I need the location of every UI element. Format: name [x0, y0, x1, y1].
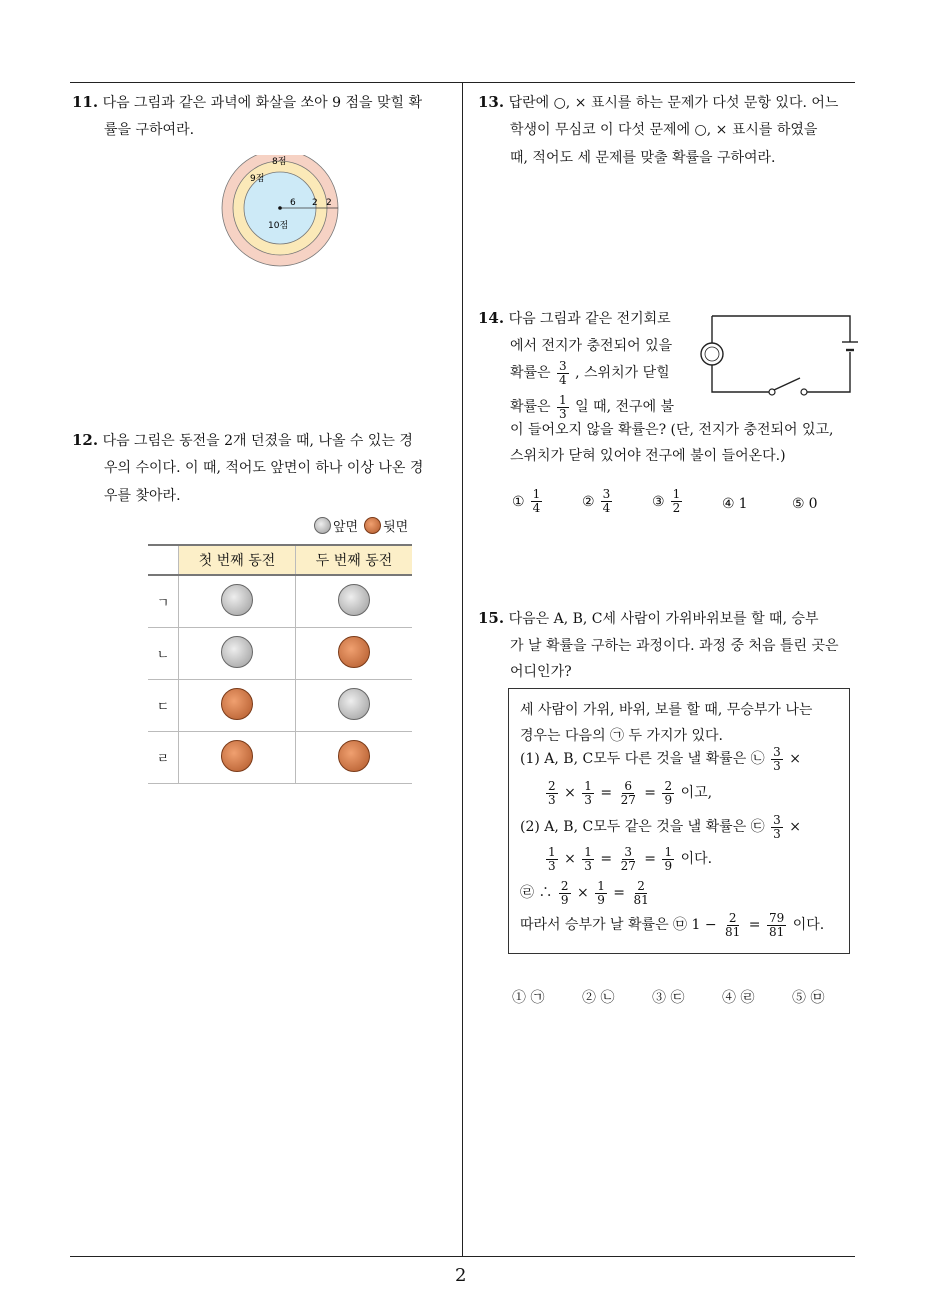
- fraction: [631, 880, 650, 907]
- numerator: 3: [773, 812, 781, 827]
- heads-coin-icon: [338, 688, 370, 720]
- numerator: 2: [637, 878, 645, 893]
- question-number: 14.: [478, 309, 505, 327]
- fraction: [619, 846, 638, 873]
- circuit-diagram: [700, 312, 862, 398]
- question-11-line2: 률을 구하여라.: [104, 122, 195, 138]
- box-line-1: 세 사람이 가위, 바위, 보를 할 때, 무승부가 나는: [520, 702, 813, 718]
- q14-choice-3[interactable]: [652, 488, 684, 515]
- denominator: 9: [664, 792, 673, 807]
- q15-choice-3[interactable]: ③ ㉢: [652, 990, 685, 1006]
- coin-cell-second: [296, 628, 412, 680]
- box-step-1-cont: $\frac{2}{3}$ × $\frac{1}{3}$ = $\frac{6}{27}$ = $\frac{2}{9}$ 이고,: [548, 778, 713, 807]
- box-step-2-cont: $\frac{1}{3}$ × $\frac{1}{3}$ = $\frac{3}{27}$ = $\frac{1}{9}$ 이다.: [548, 844, 713, 873]
- denominator: 81: [768, 924, 785, 939]
- label-9-points: 9점: [250, 174, 265, 184]
- question-text: 다음 그림과 같은 전기회로: [508, 311, 671, 327]
- question-number: 12.: [72, 431, 99, 449]
- numerator: 3: [624, 844, 633, 859]
- denominator: 27: [620, 858, 636, 873]
- question-text: 답란에 ○, × 표시를 하는 문제가 다섯 문항 있다. 어느: [508, 95, 839, 111]
- choice-text: 1: [738, 496, 748, 512]
- heads-coin-icon: [221, 636, 253, 668]
- q14-choice-5[interactable]: [792, 496, 817, 512]
- bottom-rule: [70, 1256, 855, 1257]
- row-label: ㄷ: [148, 680, 179, 732]
- choice-mark: ②: [582, 493, 595, 510]
- box-step-3: ㉣ ∴ $\frac{2}{9}$ × $\frac{1}{9}$ = $\frac{2}{81}$: [520, 878, 649, 907]
- row-label: ㄹ: [148, 732, 179, 784]
- fraction-charge: [557, 360, 569, 387]
- fraction-switch: [557, 394, 569, 421]
- switch-lever: [774, 378, 800, 390]
- choice-mark: ④: [722, 496, 735, 512]
- tails-coin-icon: [364, 517, 381, 534]
- legend-heads-label: 앞면: [333, 520, 359, 535]
- question-text: 다음은 A, B, C세 사람이 가위바위보를 할 때, 승부: [508, 611, 819, 627]
- text: 일 때, 전구에 불: [575, 399, 675, 415]
- table-row: [148, 575, 412, 628]
- choice-text: 0: [808, 496, 818, 512]
- q15-choice-2[interactable]: ② ㉡: [582, 990, 615, 1006]
- label-radius-2a: 2: [312, 198, 318, 208]
- row-label: ㄱ: [148, 575, 179, 628]
- numerator: 1: [548, 844, 556, 859]
- choice-mark: ①: [512, 493, 525, 510]
- coin-legend: [314, 516, 408, 535]
- fraction: [582, 780, 594, 807]
- numerator: 2: [548, 778, 556, 793]
- question-13-line2: 학생이 무심코 이 다섯 문제에 ○, × 표시를 하였을: [510, 122, 818, 138]
- box-last-line: 따라서 승부가 날 확률은 ㉤ 1 − $\frac{2}{81}$ = $\frac{79}{81}$ 이다.: [520, 910, 825, 939]
- label-radius-6: 6: [290, 198, 296, 208]
- denominator: 9: [664, 858, 673, 873]
- numerator: 1: [532, 487, 541, 501]
- fraction: [662, 780, 674, 807]
- text: ㉣ ∴: [520, 885, 553, 901]
- center-dot: [278, 206, 282, 210]
- denominator: 9: [597, 892, 605, 907]
- fraction: [619, 780, 638, 807]
- target-diagram: [220, 155, 340, 275]
- numerator: 79: [768, 910, 785, 925]
- heads-coin-icon: [221, 584, 253, 616]
- question-15-line3: 어디인가?: [510, 664, 572, 680]
- question-number: 13.: [478, 93, 505, 111]
- tails-coin-icon: [338, 740, 370, 772]
- numerator: 1: [584, 778, 592, 793]
- header-first-coin: 첫 번째 동전: [179, 545, 296, 575]
- heads-coin-icon: [314, 517, 331, 534]
- coin-outcome-table: [148, 544, 412, 784]
- question-text: 다음 그림과 같은 과녁에 화살을 쏘아 9 점을 맞힐 확: [102, 95, 423, 111]
- denominator: 4: [559, 372, 567, 387]
- question-number: 15.: [478, 609, 505, 627]
- denominator: 4: [602, 501, 611, 515]
- coin-cell-first: [179, 732, 296, 784]
- denominator: 4: [532, 501, 541, 515]
- numerator: 1: [584, 844, 592, 859]
- row-label: ㄴ: [148, 628, 179, 680]
- numerator: 2: [560, 878, 569, 893]
- fraction: [582, 846, 594, 873]
- coin-cell-second: [296, 680, 412, 732]
- coin-cell-second: [296, 575, 412, 628]
- numerator: 6: [624, 778, 633, 793]
- fraction: [546, 780, 558, 807]
- numerator: 1: [664, 844, 673, 859]
- question-15: [478, 608, 819, 629]
- heads-coin-icon: [338, 584, 370, 616]
- text: 이다.: [680, 851, 713, 867]
- numerator: 3: [773, 744, 781, 759]
- fraction: [723, 912, 742, 939]
- table-row: [148, 732, 412, 784]
- numerator: 3: [602, 487, 611, 501]
- table-row: [148, 628, 412, 680]
- numerator: 1: [559, 392, 567, 407]
- question-14-line2: 에서 전지가 충전되어 있을: [510, 338, 673, 354]
- question-text: 다음 그림은 동전을 2개 던졌을 때, 나올 수 있는 경: [102, 433, 413, 449]
- fraction: [546, 846, 558, 873]
- label-8-points: 8점: [272, 157, 287, 167]
- tails-coin-icon: [221, 740, 253, 772]
- text: 확률은: [510, 399, 551, 415]
- denominator: 3: [584, 792, 592, 807]
- coin-cell-second: [296, 732, 412, 784]
- text: 이다.: [792, 917, 825, 933]
- text: 따라서 승부가 날 확률은 ㉤ 1 −: [520, 917, 717, 933]
- fraction: [771, 746, 783, 773]
- choice-fraction: [601, 488, 613, 515]
- text: 확률은: [510, 365, 551, 381]
- bulb-icon: [701, 343, 723, 365]
- denominator: 3: [773, 826, 781, 841]
- fraction: [767, 912, 786, 939]
- denominator: 2: [672, 501, 681, 515]
- text: (1) A, B, C모두 다른 것을 낼 확률은 ㉡: [520, 751, 765, 767]
- denominator: 27: [620, 792, 636, 807]
- choice-mark: ③: [652, 493, 665, 510]
- box-step-1: (1) A, B, C모두 다른 것을 낼 확률은 ㉡ $\frac{3}{3}$ ×: [520, 744, 801, 773]
- question-14-line6: 스위치가 닫혀 있어야 전구에 불이 들어온다.): [510, 448, 786, 464]
- choice-fraction: [671, 488, 683, 515]
- question-13: [478, 92, 838, 113]
- denominator: 3: [548, 792, 556, 807]
- question-12-line2: 우의 수이다. 이 때, 적어도 앞면이 하나 이상 나온 경: [104, 460, 424, 476]
- choice-fraction: [531, 488, 543, 515]
- numerator: 2: [728, 910, 737, 925]
- choice-mark: ⑤: [792, 496, 805, 512]
- denominator: 81: [633, 892, 649, 907]
- question-14-line4: [510, 390, 674, 424]
- question-12: [72, 430, 413, 451]
- q14-choice-1[interactable]: [512, 488, 544, 515]
- question-number: 11.: [72, 93, 99, 111]
- legend-tails-label: 뒷면: [383, 520, 409, 535]
- question-14-line5: 이 들어오지 않을 확률은? (단, 전지가 충전되어 있고,: [510, 422, 834, 438]
- denominator: 3: [773, 758, 781, 773]
- q15-choice-4[interactable]: ④ ㉣: [722, 990, 755, 1006]
- column-divider: [462, 82, 463, 1256]
- denominator: 3: [548, 858, 556, 873]
- box-line-2: 경우는 다음의 ㉠ 두 가지가 있다.: [520, 728, 723, 744]
- fraction: [595, 880, 607, 907]
- denominator: 3: [559, 406, 567, 421]
- header-second-coin: 두 번째 동전: [296, 545, 412, 575]
- label-radius-2b: 2: [326, 198, 332, 208]
- question-12-line3: 우를 찾아라.: [104, 488, 181, 504]
- fraction: [771, 814, 783, 841]
- coin-cell-first: [179, 575, 296, 628]
- page-number: 2: [455, 1265, 467, 1286]
- numerator: 1: [672, 487, 681, 501]
- q15-choice-5[interactable]: ⑤ ㉤: [792, 990, 825, 1006]
- table-corner: [148, 545, 179, 575]
- tails-coin-icon: [338, 636, 370, 668]
- circuit-wire: [712, 316, 850, 392]
- table-row: [148, 680, 412, 732]
- tails-coin-icon: [221, 688, 253, 720]
- coin-cell-first: [179, 628, 296, 680]
- denominator: 81: [725, 924, 741, 939]
- q14-choice-4[interactable]: [722, 496, 747, 512]
- text: (2) A, B, C모두 같은 것을 낼 확률은 ㉢: [520, 819, 765, 835]
- label-10-points: 10점: [268, 221, 289, 231]
- switch-contact-right: [801, 389, 807, 395]
- numerator: 2: [664, 778, 673, 793]
- numerator: 3: [559, 358, 567, 373]
- q14-choice-2[interactable]: [582, 488, 614, 515]
- text: , 스위치가 닫힐: [575, 365, 670, 381]
- numerator: 1: [597, 878, 605, 893]
- box-step-2: (2) A, B, C모두 같은 것을 낼 확률은 ㉢ $\frac{3}{3}$ ×: [520, 812, 801, 841]
- text: 이고,: [680, 785, 713, 801]
- question-15-line2: 가 날 확률을 구하는 과정이다. 과정 중 처음 틀린 곳은: [510, 638, 839, 654]
- question-14: [478, 308, 671, 329]
- q15-choice-1[interactable]: ① ㉠: [512, 990, 545, 1006]
- question-11: [72, 92, 422, 113]
- denominator: 3: [584, 858, 592, 873]
- question-14-line3: [510, 356, 670, 390]
- denominator: 9: [560, 892, 569, 907]
- fraction: [662, 846, 674, 873]
- coin-cell-first: [179, 680, 296, 732]
- fraction: [559, 880, 571, 907]
- question-13-line3: 때, 적어도 세 문제를 맞출 확률을 구하여라.: [510, 150, 776, 166]
